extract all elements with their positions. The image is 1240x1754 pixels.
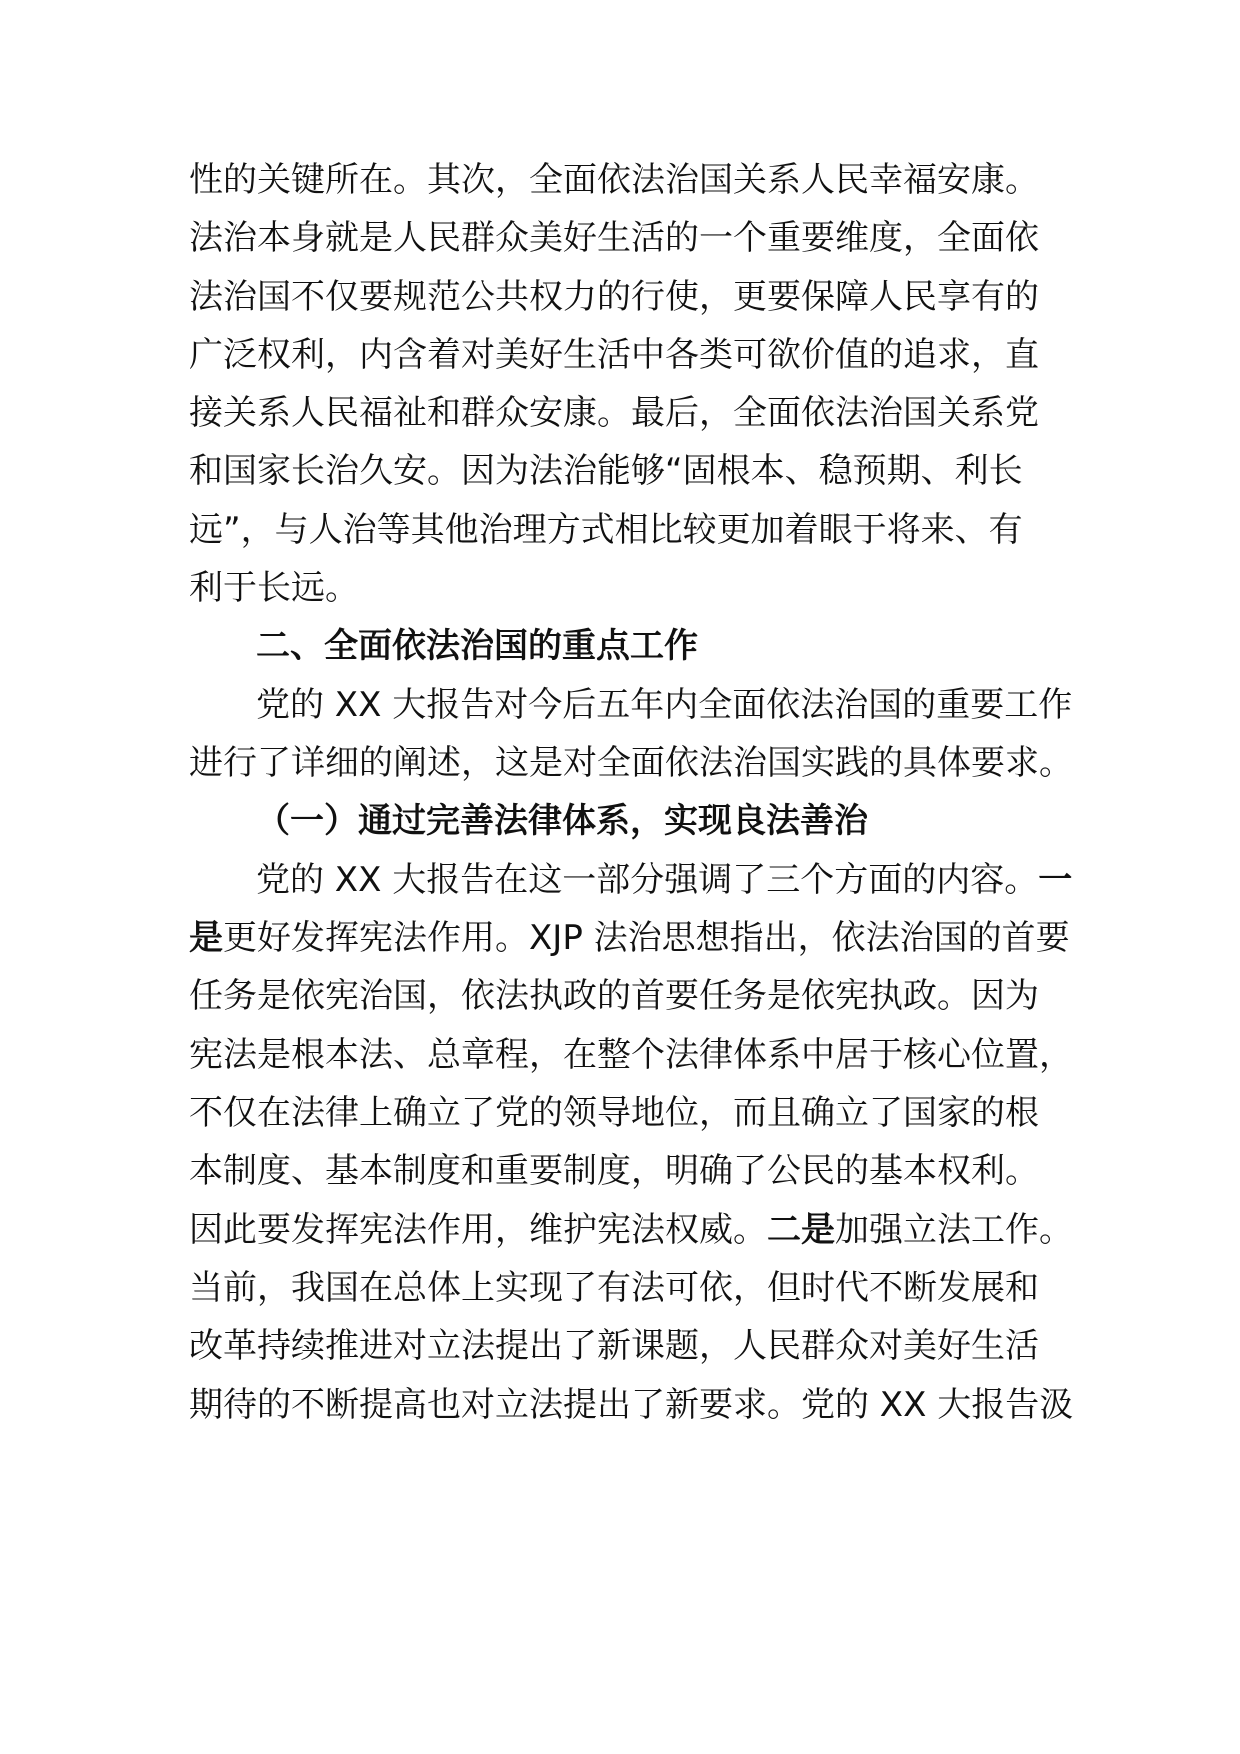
para3-line-1-text: 党的 XX 大报告在这一部分强调了三个方面的内容。 <box>256 860 1039 900</box>
para1-line-6: 和国家长治久安。因为法治能够“固根本、稳预期、利长 <box>189 451 1023 491</box>
para1-line-2: 法治本身就是人民群众美好生活的一个重要维度，全面依 <box>189 218 1039 258</box>
para1-line-4: 广泛权利，内含着对美好生活中各类可欲价值的追求，直 <box>189 335 1039 375</box>
para3-line-2-text: 更好发挥宪法作用。XJP 法治思想指出，依法治国的首要 <box>223 918 1070 958</box>
para1-line-3: 法治国不仅要规范公共权力的行使，更要保障人民享有的 <box>189 277 1039 317</box>
para1-line-5: 接关系人民福祉和群众安康。最后，全面依法治国关系党 <box>189 393 1039 433</box>
para3-line-3: 任务是依宪治国，依法执政的首要任务是依宪执政。因为 <box>189 976 1039 1016</box>
para3-line-9: 改革持续推进对立法提出了新课题，人民群众对美好生活 <box>189 1326 1039 1366</box>
section-heading-2: 二、全面依法治国的重点工作 <box>256 626 698 666</box>
para2-line-2: 进行了详细的阐述，这是对全面依法治国实践的具体要求。 <box>189 743 1073 783</box>
subsection-heading-1: （一）通过完善法律体系，实现良法善治 <box>256 801 868 841</box>
para3-line-7-text-a: 因此要发挥宪法作用，维护宪法权威。 <box>189 1210 767 1250</box>
para1-line-8: 利于长远。 <box>189 568 359 608</box>
para3-line-7-text-b: 加强立法工作。 <box>835 1210 1073 1250</box>
para3-line-5: 不仅在法律上确立了党的领导地位，而且确立了国家的根 <box>189 1093 1039 1133</box>
para3-line-7-bold: 二是 <box>767 1210 835 1250</box>
para3-line-8: 当前，我国在总体上实现了有法可依，但时代不断发展和 <box>189 1268 1039 1308</box>
para3-line-4: 宪法是根本法、总章程，在整个法律体系中居于核心位置， <box>189 1035 1073 1075</box>
para3-line-1-bold: 一 <box>1038 860 1073 900</box>
para3-line-7 <box>189 1208 1073 1252</box>
para2-line-1: 党的 XX 大报告对今后五年内全面依法治国的重要工作 <box>256 685 1073 725</box>
para3-line-2-bold: 是 <box>189 918 223 958</box>
para1-line-1: 性的关键所在。其次，全面依法治国关系人民幸福安康。 <box>189 160 1039 200</box>
para3-line-10: 期待的不断提高也对立法提出了新要求。党的 XX 大报告汲 <box>189 1385 1074 1425</box>
para3-line-1 <box>256 858 1072 902</box>
para3-line-2 <box>189 916 1070 960</box>
para1-line-7: 远”，与人治等其他治理方式相比较更加着眼于将来、有 <box>189 510 1023 550</box>
para3-line-6: 本制度、基本制度和重要制度，明确了公民的基本权利。 <box>189 1151 1039 1191</box>
